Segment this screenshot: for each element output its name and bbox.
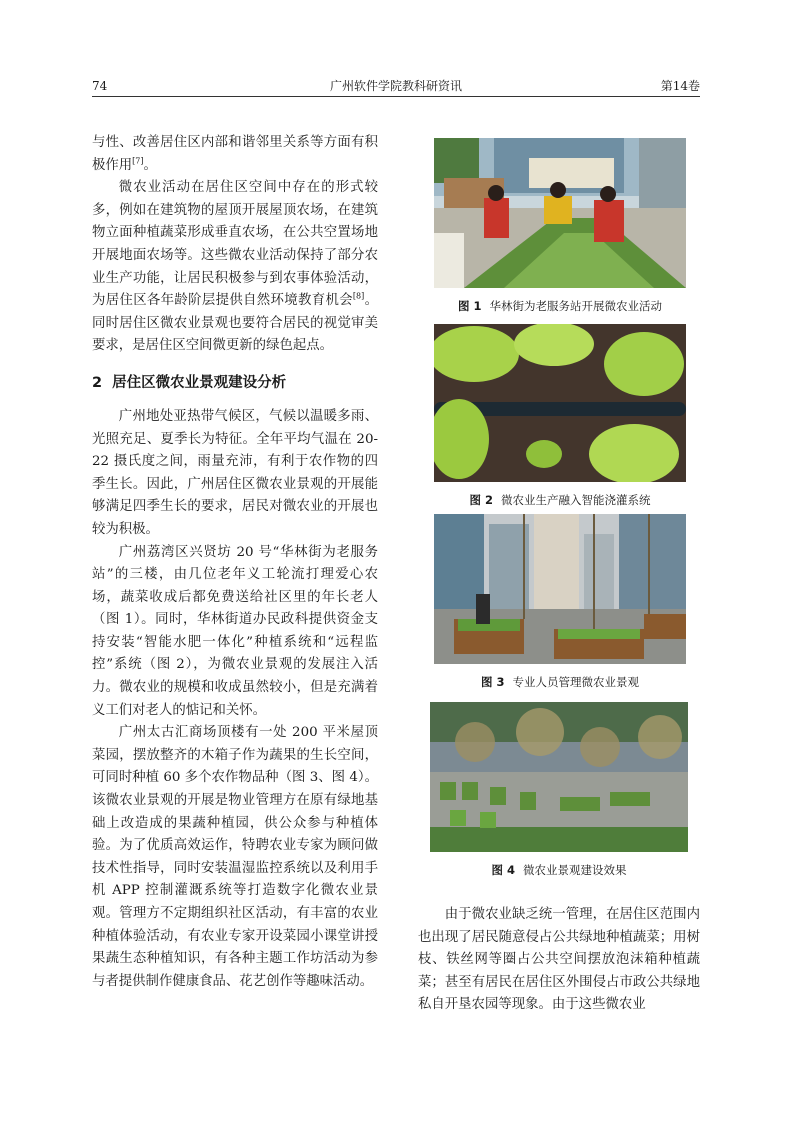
page-number: 74 bbox=[92, 79, 108, 93]
paragraph-continuation: 与性、改善居住区内部和谐邻里关系等方面有积极作用[7]。 bbox=[92, 135, 378, 173]
paragraph-management-issues: 由于微农业缺乏统一管理，在居住区范围内也出现了居民随意侵占公共绿地种植蔬菜；用树枝、铁丝网等圈占公共空间摆放泡沫箱种植蔬菜；甚至有居民在居住区外围侵占市政公共绿地私自开垦农园等现象。由于这些微农业 bbox=[418, 907, 700, 1013]
figure-4 bbox=[430, 702, 688, 878]
running-header bbox=[92, 76, 700, 96]
header-rule bbox=[92, 96, 700, 97]
paragraph-micro-agriculture-forms: 微农业活动在居住区空间中存在的形式较多，例如在建筑物的屋顶开展屋顶农场，在建筑物立面种植蔬菜形成垂直农场，在公共空置场地开展地面农场等。这些微农业活动保持了部分农业生产功能，让居民积极参与到农事体验活动，为居住区各年龄阶层提供自然环境教育机会[8]。同时居住区微农业景观也要符合居民的视觉审美要求，是居住区空间微更新的绿色起点。 bbox=[92, 180, 378, 354]
section-heading bbox=[92, 372, 378, 394]
paragraph-climate: 广州地处亚热带气候区，气候以温暖多雨、光照充足、夏季长为特征。全年平均气温在 20-22 摄氏度之间，雨量充沛，有利于农作物的四季生长。因此，广州居住区微农业景观的开展能够满足四季生长的要求，居民对微农业的开展也较为积极。 bbox=[92, 408, 378, 537]
journal-title: 广州软件学院教科研资讯 bbox=[329, 79, 462, 93]
figure-1-photo bbox=[434, 138, 686, 288]
figure-3 bbox=[434, 514, 686, 690]
right-column-text bbox=[418, 904, 700, 1017]
figure-1-caption: 图 1 华林街为老服务站开展微农业活动 bbox=[457, 299, 662, 313]
paragraph-hualin: 广州荔湾区兴贤坊 20 号“华林街为老服务站”的三楼，由几位老年义工轮流打理爱心农场，蔬菜收成后都免费送给社区里的年长老人（图 1）。同时，华林街道办民政科提供资金支持安装“智能水肥一体化”种植系统和“远程监控”系统（图 2），为微农业景观的发展注入活力。微农业的规模和收成虽然较小，但是充满着义工们对老人的惦记和关怀。 bbox=[92, 544, 378, 718]
citation-ref[interactable]: [8] bbox=[352, 291, 365, 301]
figure-3-photo bbox=[434, 514, 686, 664]
figure-4-caption: 图 4 微农业景观建设效果 bbox=[491, 863, 627, 877]
figure-3-caption: 图 3 专业人员管理微农业景观 bbox=[480, 675, 639, 689]
left-column bbox=[92, 132, 378, 993]
figure-4-photo bbox=[430, 702, 688, 852]
figure-2-caption: 图 2 微农业生产融入智能浇灌系统 bbox=[469, 493, 651, 507]
figure-2 bbox=[434, 324, 686, 508]
paragraph-taikoo-hui: 广州太古汇商场顶楼有一处 200 平米屋顶菜园，摆放整齐的木箱子作为蔬果的生长空间，可同时种植 60 多个农作物品种（图 3、图 4）。该微农业景观的开展是物业管理方在原有绿地基础上改造成的果蔬种植园，供公众参与种植体验。为了优质高效运作，特聘农业专家为顾问做技术性指导，同时安装温湿监控系统以及利用手机 APP 控制灌溉系统等打造数字化微农业景观。管理方不定期组织社区活动，有丰富的农业种植体验活动，有农业专家开设菜园小课堂讲授果蔬生态种植知识，有各种主题工作坊活动为参与者提供制作健康食品、花艺创作等趣味活动。 bbox=[92, 725, 378, 989]
volume-label: 第14卷 bbox=[660, 79, 700, 93]
section-number: 2 bbox=[92, 374, 103, 391]
section-title: 居住区微农业景观建设分析 bbox=[112, 374, 287, 391]
figure-1 bbox=[434, 138, 686, 314]
figure-2-photo bbox=[434, 324, 686, 482]
citation-ref[interactable]: [7] bbox=[132, 156, 144, 166]
